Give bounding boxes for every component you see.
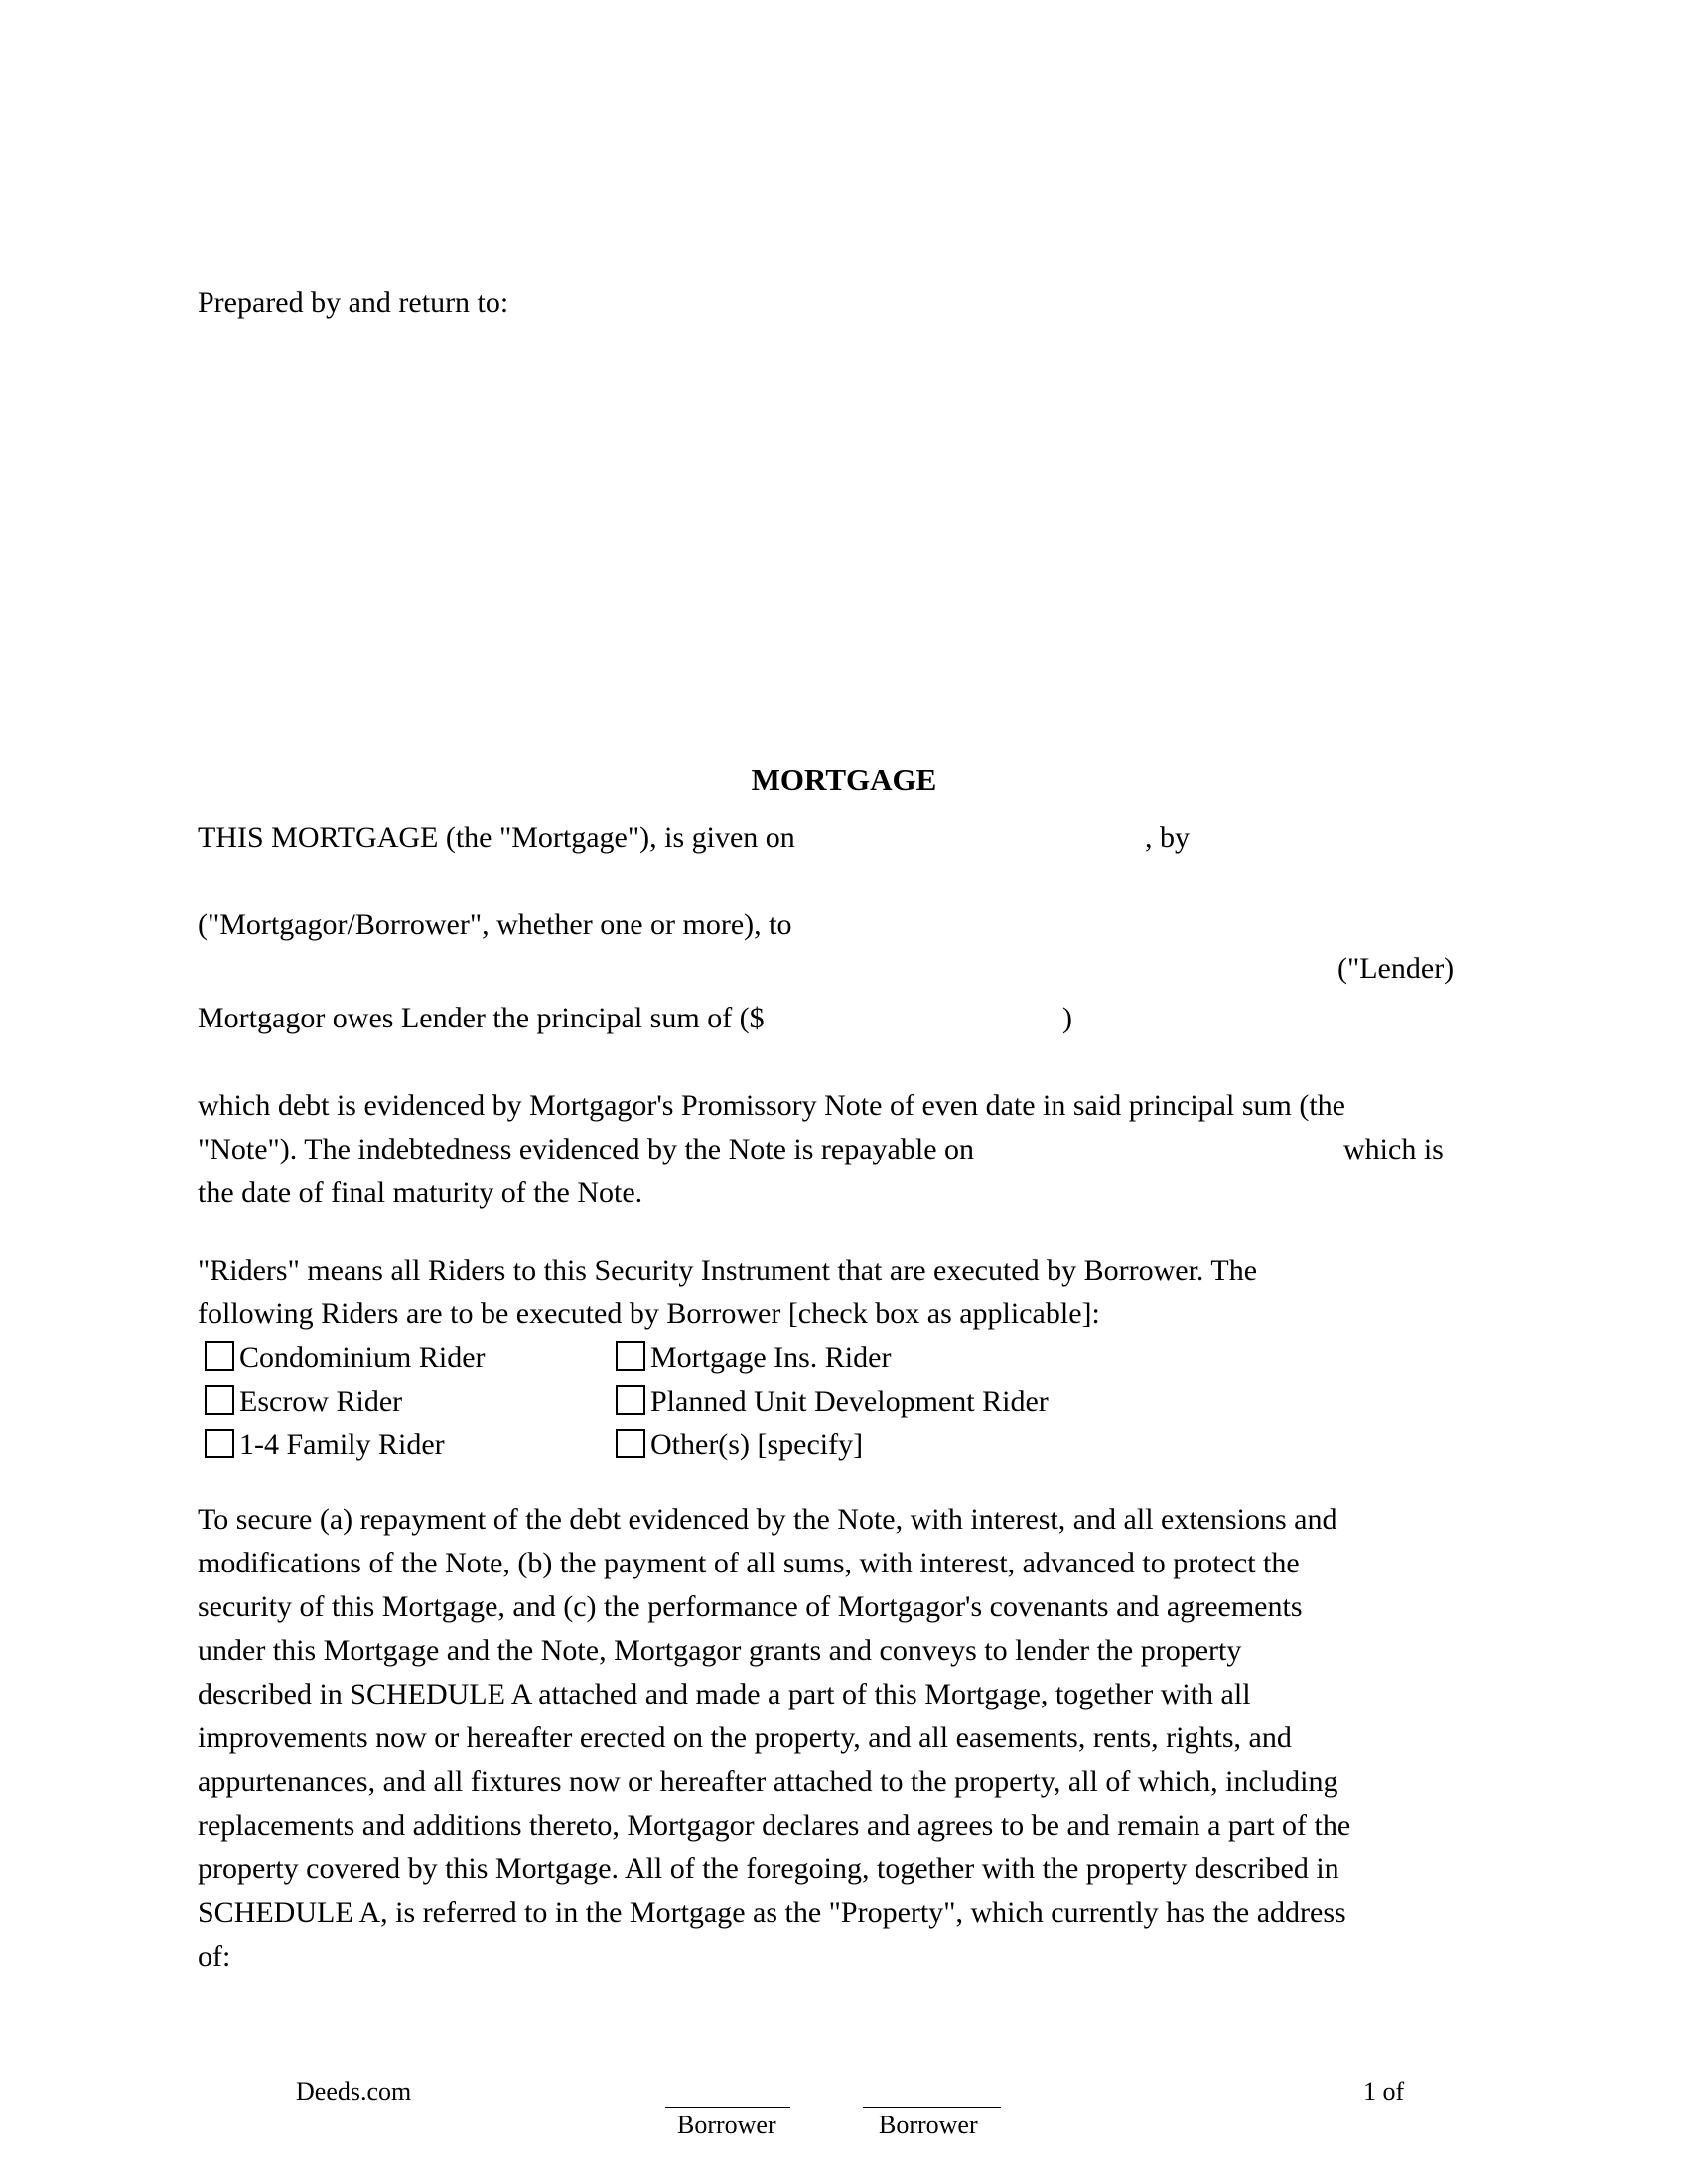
footer-borrower-2: Borrower — [879, 2111, 978, 2139]
rider-escrow-checkbox[interactable] — [205, 1385, 234, 1415]
rider-family-checkbox[interactable] — [205, 1429, 234, 1458]
document-title: MORTGAGE — [751, 762, 937, 797]
rider-condominium[interactable]: Condominium Rider — [205, 1336, 486, 1380]
secure-line: improvements now or hereafter erected on the property, and all easements, rents, rights, and — [198, 1721, 1292, 1754]
secure-line: modifications of the Note, (b) the payment of all sums, with interest, advanced to protect the — [198, 1547, 1300, 1579]
prepared-by-label: Prepared by and return to: — [198, 286, 509, 319]
riders-line-1: "Riders" means all Riders to this Security Instrument that are executed by Borrower. The — [198, 1254, 1258, 1287]
secure-line: property covered by this Mortgage. All of the foregoing, together with the property described in — [198, 1852, 1339, 1885]
secure-line: replacements and additions thereto, Mortgagor declares and agrees to be and remain a part of the — [198, 1809, 1351, 1842]
intro-lender: ("Lender) — [1337, 952, 1455, 985]
intro-by: , by — [1145, 821, 1190, 854]
intro-mortgagor-to: ("Mortgagor/Borrower", whether one or more), to — [198, 908, 792, 941]
rider-pud-checkbox[interactable] — [616, 1385, 645, 1415]
secure-line: security of this Mortgage, and (c) the performance of Mortgagor's covenants and agreements — [198, 1590, 1303, 1623]
riders-line-2: following Riders are to be executed by Borrower [check box as applicable]: — [198, 1297, 1100, 1330]
note-line-2a: "Note"). The indebtedness evidenced by the Note is repayable on — [198, 1133, 975, 1165]
footer-page-number: 1 of — [1363, 2077, 1405, 2106]
rider-condominium-checkbox[interactable] — [205, 1341, 234, 1371]
secure-paragraph — [198, 1498, 1488, 1979]
rider-escrow[interactable]: Escrow Rider — [205, 1380, 402, 1424]
secure-line: SCHEDULE A, is referred to in the Mortgage as the "Property", which currently has the address — [198, 1896, 1346, 1929]
footer-site: Deeds.com — [296, 2077, 412, 2106]
rider-other[interactable]: Other(s) [specify] — [616, 1424, 863, 1467]
note-line-2b: which is — [1343, 1133, 1444, 1165]
secure-line: described in SCHEDULE A attached and made a part of this Mortgage, together with all — [198, 1678, 1251, 1710]
secure-line: To secure (a) repayment of the debt evidenced by the Note, with interest, and all extensions and — [198, 1503, 1337, 1536]
intro-principal-sum: Mortgagor owes Lender the principal sum of ($ — [198, 1002, 765, 1034]
rider-family[interactable]: 1-4 Family Rider — [205, 1424, 445, 1467]
secure-line: of: — [198, 1940, 231, 1973]
rider-mortgage-ins[interactable]: Mortgage Ins. Rider — [616, 1336, 891, 1380]
borrower-signature-line-1[interactable] — [665, 2107, 790, 2108]
borrower-signature-line-2[interactable] — [863, 2107, 1001, 2108]
rider-mortgage-ins-checkbox[interactable] — [616, 1341, 645, 1371]
rider-other-checkbox[interactable] — [616, 1429, 645, 1458]
note-line-1: which debt is evidenced by Mortgagor's Promissory Note of even date in said principal sum (the — [198, 1089, 1345, 1122]
note-line-3: the date of final maturity of the Note. — [198, 1176, 643, 1209]
intro-given-on: THIS MORTGAGE (the "Mortgage"), is given on — [198, 821, 795, 854]
secure-line: appurtenances, and all fixtures now or hereafter attached to the property, all of which, including — [198, 1765, 1338, 1798]
secure-line: under this Mortgage and the Note, Mortgagor grants and conveys to lender the property — [198, 1634, 1242, 1667]
intro-paren-close: ) — [1062, 1002, 1072, 1034]
footer-borrower-1: Borrower — [677, 2111, 776, 2139]
rider-pud[interactable]: Planned Unit Development Rider — [616, 1380, 1049, 1424]
